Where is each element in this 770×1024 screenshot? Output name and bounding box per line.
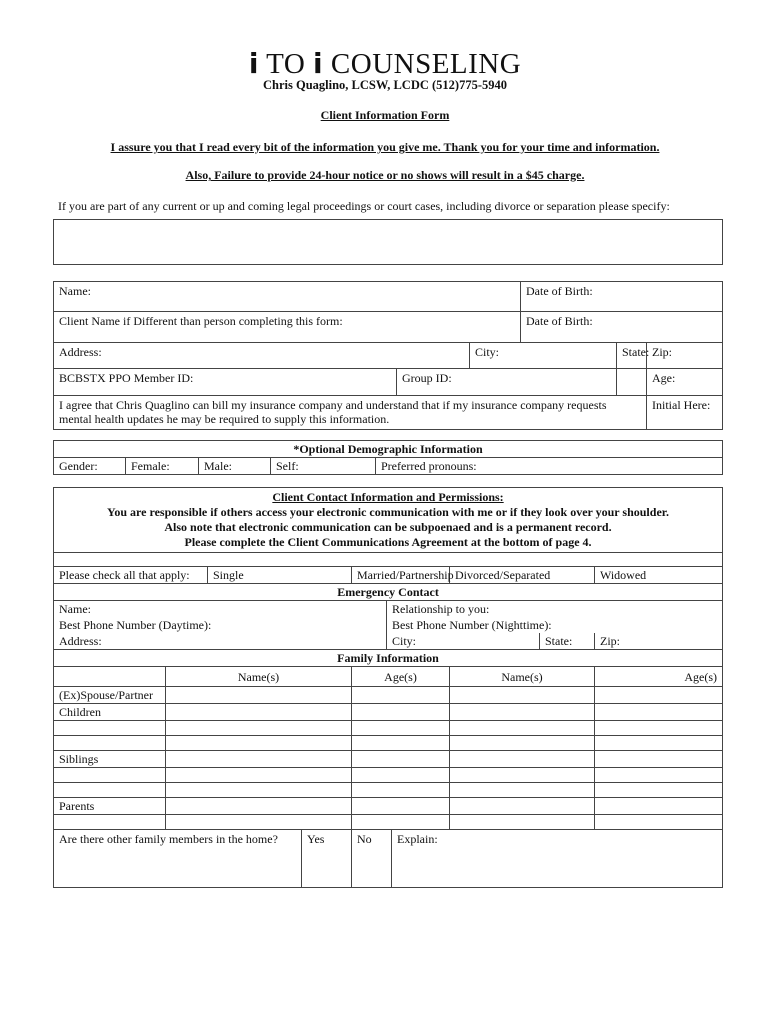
family-name-cell[interactable] [166,704,352,721]
provider-line: Chris Quaglino, LCSW, LCDC (512)775-5940 [262,78,507,92]
family-name-cell[interactable] [450,783,595,798]
family-age-cell[interactable] [595,687,723,704]
gender-field[interactable]: Gender: [54,458,126,475]
family-col-names: Name(s) [166,667,352,687]
family-name-cell[interactable] [166,815,352,830]
contact-line-2: Also note that electronic communication can be subpoenaed and is a permanent record. [164,520,612,534]
family-name-cell[interactable] [450,768,595,783]
family-age-cell[interactable] [352,721,450,736]
family-row-label [54,736,166,751]
other-members-question: Are there other family members in the home? [54,830,302,888]
self-field[interactable]: Self: [271,458,376,475]
yes-option[interactable]: Yes [302,830,352,888]
family-name-cell[interactable] [166,768,352,783]
family-name-cell[interactable] [166,798,352,815]
emergency-relationship[interactable]: Relationship to you: [387,601,723,618]
age-field[interactable]: Age: [647,369,723,396]
option-single[interactable]: Single [208,567,352,584]
family-row-label: (Ex)Spouse/Partner [54,687,166,704]
family-age-cell[interactable] [595,751,723,768]
demographic-title: *Optional Demographic Information [54,441,723,458]
dob2-field[interactable]: Date of Birth: [521,312,723,343]
family-row-label [54,721,166,736]
family-age-cell[interactable] [595,721,723,736]
family-age-cell[interactable] [352,783,450,798]
assurance-text: I assure you that I read every bit of the information you give me. Thank you for your time and information. [110,140,660,154]
family-title: Family Information [54,650,723,667]
family-age-cell[interactable] [352,815,450,830]
family-age-cell[interactable] [595,783,723,798]
family-name-cell[interactable] [166,751,352,768]
legal-prompt: If you are part of any current or up and coming legal proceedings or court cases, including divorce or separation please specify: [58,199,670,213]
family-name-cell[interactable] [450,704,595,721]
option-divorced[interactable]: Divorced/Separated [450,567,595,584]
family-col-names-2: Name(s) [450,667,595,687]
consent-text: I agree that Chris Quaglino can bill my insurance company and understand that if my insurance company requests mental health updates he may be required to supply this information. [54,396,647,430]
emergency-city[interactable]: City: [387,633,540,650]
member-id-field[interactable]: BCBSTX PPO Member ID: [54,369,397,396]
family-col-ages: Age(s) [352,667,450,687]
logo-text-to: TO [266,48,306,80]
option-widowed[interactable]: Widowed [595,567,723,584]
family-name-cell[interactable] [450,798,595,815]
family-name-cell[interactable] [450,736,595,751]
contact-header [54,488,723,553]
family-label-cell [54,667,166,687]
contact-title: Client Contact Information and Permissions: [272,490,504,504]
family-age-cell[interactable] [595,798,723,815]
option-married[interactable]: Married/Partnership [352,567,450,584]
family-name-cell[interactable] [166,783,352,798]
logo-i-icon: i [248,47,259,80]
pronouns-field[interactable]: Preferred pronouns: [376,458,723,475]
emergency-name[interactable]: Name: [54,601,387,618]
client-info-table [53,281,723,430]
blank-cell[interactable] [617,369,647,396]
contact-family-table [53,487,723,888]
family-row-label [54,768,166,783]
group-id-field[interactable]: Group ID: [397,369,617,396]
family-age-cell[interactable] [352,687,450,704]
fee-notice: Also, Failure to provide 24-hour notice or no shows will result in a $45 charge. [185,168,585,182]
initial-field[interactable]: Initial Here: [647,396,723,430]
emergency-phone-night[interactable]: Best Phone Number (Nighttime): [387,617,723,633]
emergency-state[interactable]: State: [540,633,595,650]
family-age-cell[interactable] [595,736,723,751]
dob-field[interactable]: Date of Birth: [521,282,723,312]
family-name-cell[interactable] [166,687,352,704]
family-age-cell[interactable] [352,704,450,721]
family-age-cell[interactable] [352,768,450,783]
zip-field[interactable]: Zip: [647,343,723,369]
explain-field[interactable]: Explain: [392,830,723,888]
female-field[interactable]: Female: [126,458,199,475]
name-field[interactable]: Name: [54,282,521,312]
family-name-cell[interactable] [166,721,352,736]
family-name-cell[interactable] [450,687,595,704]
family-age-cell[interactable] [595,704,723,721]
family-row-label: Children [54,704,166,721]
family-age-cell[interactable] [595,768,723,783]
check-label: Please check all that apply: [54,567,208,584]
contact-line-3: Please complete the Client Communications Agreement at the bottom of page 4. [184,535,592,549]
family-age-cell[interactable] [352,751,450,768]
emergency-phone-day[interactable]: Best Phone Number (Daytime): [54,617,387,633]
emergency-address[interactable]: Address: [54,633,387,650]
family-name-cell[interactable] [450,751,595,768]
family-name-cell[interactable] [450,721,595,736]
family-age-cell[interactable] [352,798,450,815]
emergency-title: Emergency Contact [54,584,723,601]
contact-line-1: You are responsible if others access your electronic communication with me or if they look over your shoulder. [107,505,669,519]
state-field[interactable]: State: [617,343,647,369]
client-name-field[interactable]: Client Name if Different than person completing this form: [54,312,521,343]
family-name-cell[interactable] [166,736,352,751]
family-row-label [54,783,166,798]
demographic-table [53,440,723,475]
legal-input[interactable] [53,219,723,265]
family-row-label: Parents [54,798,166,815]
family-name-cell[interactable] [450,815,595,830]
family-col-ages-2: Age(s) [595,667,723,687]
city-field[interactable]: City: [470,343,617,369]
family-row-label: Siblings [54,751,166,768]
family-age-cell[interactable] [595,815,723,830]
no-option[interactable]: No [352,830,392,888]
emergency-zip[interactable]: Zip: [595,633,723,650]
form-title: Client Information Form [320,108,450,122]
address-field[interactable]: Address: [54,343,470,369]
logo-text-counseling: COUNSELING [330,48,522,80]
logo-i-icon: i [313,47,324,80]
family-age-cell[interactable] [352,736,450,751]
logo [0,48,770,80]
male-field[interactable]: Male: [199,458,271,475]
family-row-label [54,815,166,830]
spacer-row [54,553,723,567]
